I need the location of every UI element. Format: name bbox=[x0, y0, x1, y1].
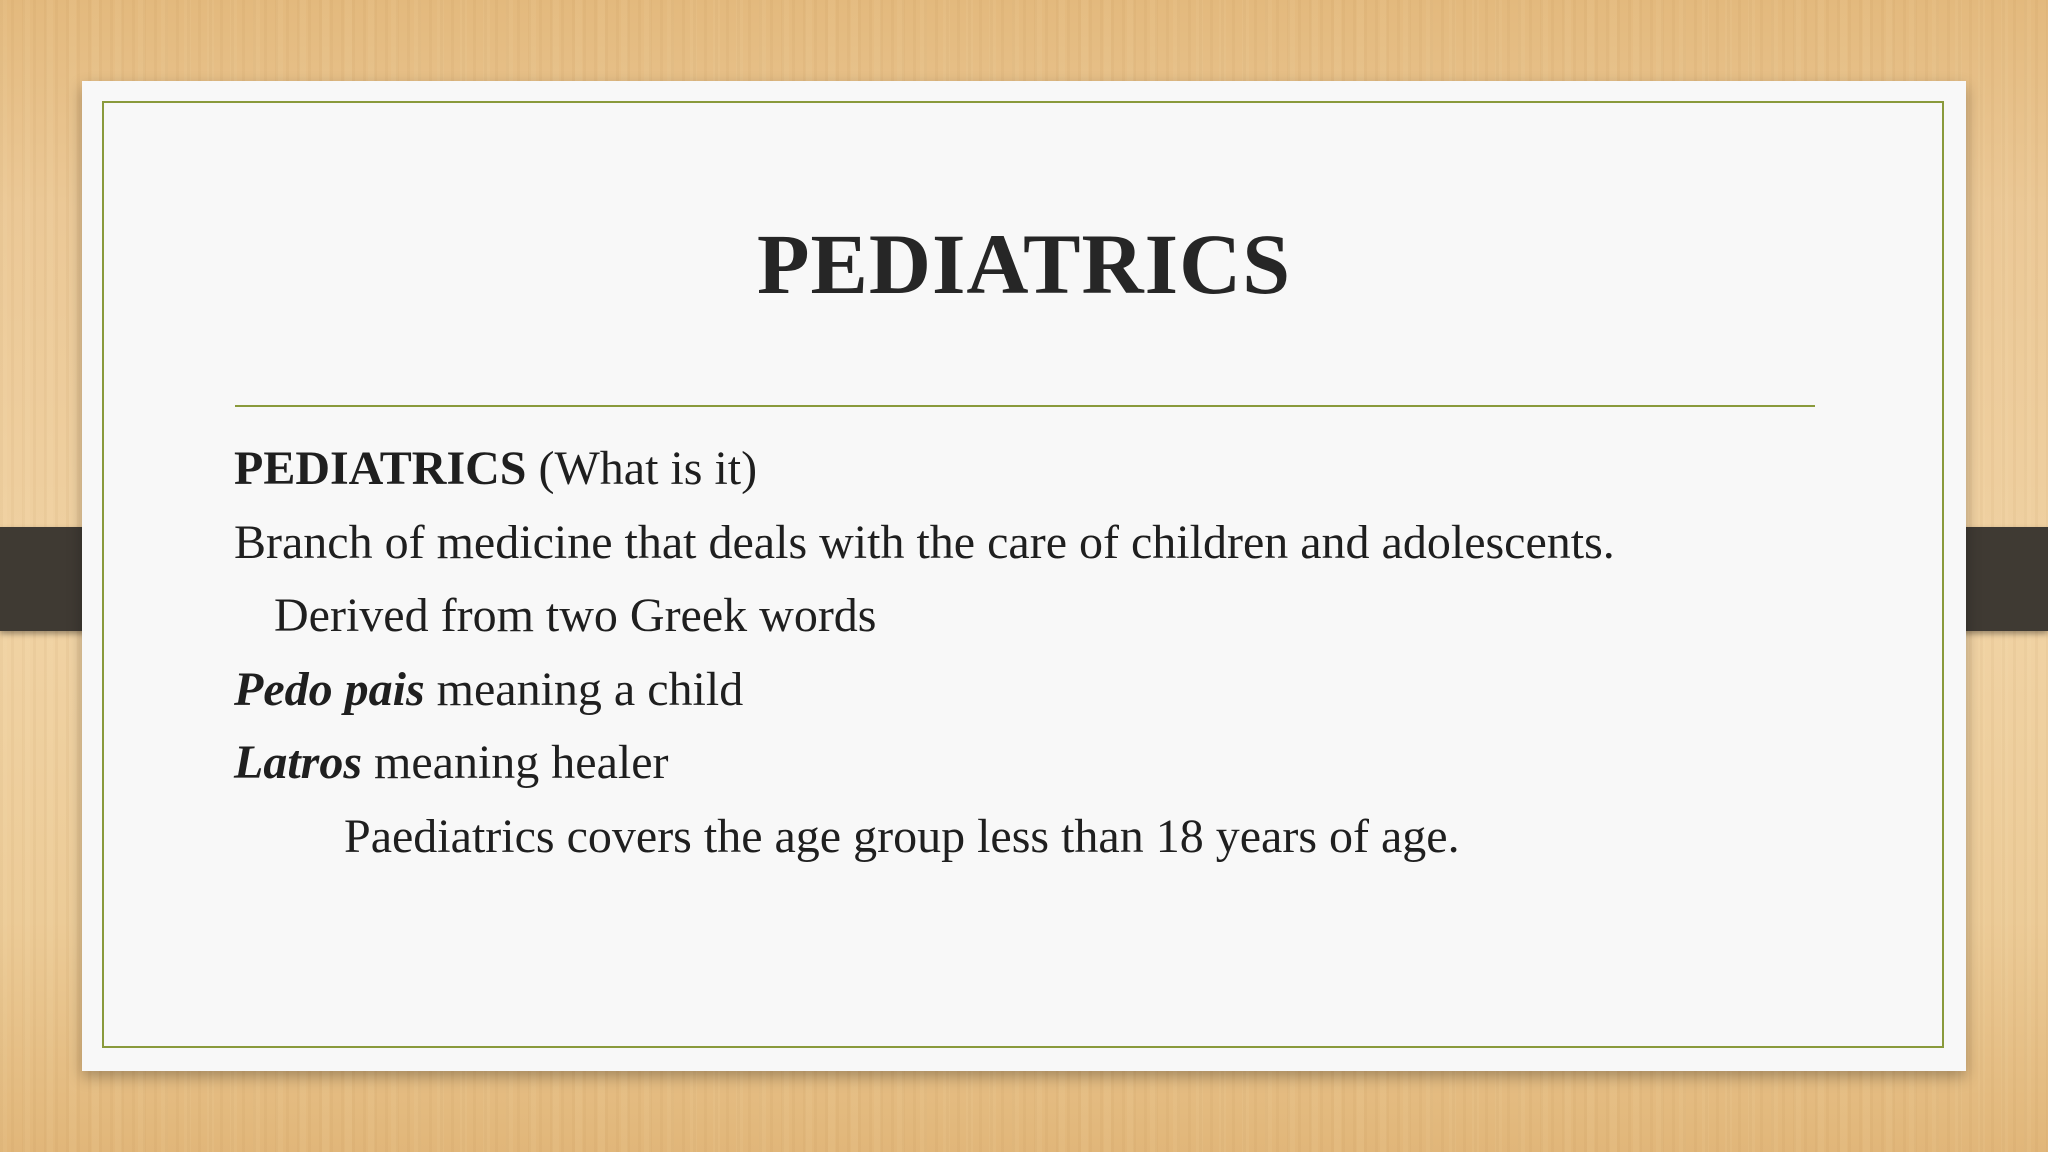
greek-word-line bbox=[234, 726, 1874, 800]
greek-word-meaning: meaning healer bbox=[362, 736, 669, 789]
age-group-line: Paediatrics covers the age group less than 18 years of age. bbox=[344, 809, 1460, 863]
title-divider bbox=[235, 405, 1815, 407]
definition-line: Branch of medicine that deals with the care of children and adolescents. bbox=[234, 515, 1615, 569]
greek-word-term: Pedo pais bbox=[234, 662, 425, 716]
heading-term: PEDIATRICS bbox=[234, 442, 527, 495]
greek-word-line bbox=[234, 653, 1874, 727]
slide-body bbox=[234, 432, 1874, 873]
heading-line bbox=[234, 432, 1874, 506]
slide-title: PEDIATRICS bbox=[756, 216, 1292, 312]
derivation-line: Derived from two Greek words bbox=[274, 589, 877, 642]
greek-word-term: Latros bbox=[234, 736, 363, 789]
greek-word-meaning: meaning a child bbox=[424, 662, 744, 716]
heading-question: (What is it) bbox=[526, 442, 758, 495]
slide-card bbox=[82, 81, 1966, 1071]
